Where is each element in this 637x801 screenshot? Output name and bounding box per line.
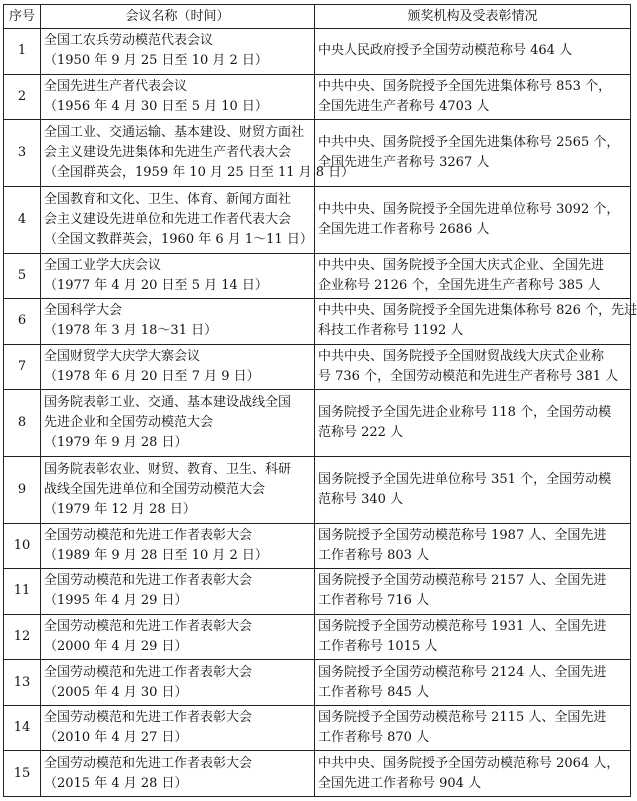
table-row xyxy=(4,186,631,253)
table-row xyxy=(4,456,631,523)
table-row xyxy=(4,253,631,299)
award-line: 中共中央、国务院授予全国先进集体称号 2565 个， xyxy=(318,134,620,150)
table-row xyxy=(4,614,631,660)
row-award xyxy=(315,705,631,751)
meeting-line: （1979 年 9 月 28 日） xyxy=(44,435,188,451)
awards-table xyxy=(3,4,637,797)
meeting-line: 全国工业、交通运输、基本建设、财贸方面社 xyxy=(44,124,305,140)
meeting-line: 全国教育和文化、卫生、体育、新闻方面社 xyxy=(44,191,292,207)
award-line: 工作者称号 803 人 xyxy=(318,547,430,563)
table-row xyxy=(4,74,631,120)
award-line: 中共中央、国务院授予全国先进单位称号 3092 个， xyxy=(318,201,620,217)
table-body xyxy=(4,29,637,797)
meeting-line: 先进企业和全国劳动模范大会 xyxy=(44,415,214,431)
meeting-line: （1978 年 6 月 20 日至 7 月 9 日） xyxy=(44,368,260,384)
award-line: 中共中央、国务院授予全国劳动模范称号 2064 人， xyxy=(318,755,620,771)
row-seq: 1 xyxy=(4,29,41,75)
row-award xyxy=(315,344,631,390)
meeting-line: （1977 年 4 月 20 日至 5 月 14 日） xyxy=(44,277,268,293)
award-line: 工作者称号 716 人 xyxy=(318,593,430,609)
row-meeting xyxy=(41,614,315,660)
meeting-line: （全国群英会，1959 年 10 月 25 日至 11 月 8 日） xyxy=(44,164,355,180)
row-meeting xyxy=(41,344,315,390)
award-line: 中央人民政府授予全国劳动模范称号 464 人 xyxy=(318,43,573,59)
row-award xyxy=(315,253,631,299)
row-award xyxy=(315,569,631,615)
meeting-line: （1950 年 9 月 25 日至 10 月 2 日） xyxy=(44,53,268,69)
row-award xyxy=(315,751,631,797)
row-meeting xyxy=(41,660,315,706)
meeting-line: （2015 年 4 月 28 日） xyxy=(44,775,188,791)
meeting-line: （1995 年 4 月 29 日） xyxy=(44,593,188,609)
meeting-line: （2000 年 4 月 29 日） xyxy=(44,639,188,655)
meeting-line: 国务院表彰工业、交通、基本建设战线全国 xyxy=(44,395,292,411)
meeting-line: 全国劳动模范和先进工作者表彰大会 xyxy=(44,710,253,726)
row-seq: 5 xyxy=(4,253,41,299)
award-line: 国务院授予全国劳动模范称号 2157 人、全国先进 xyxy=(318,573,607,589)
meeting-line: （2010 年 4 月 27 日） xyxy=(44,730,188,746)
row-meeting xyxy=(41,29,315,75)
row-seq: 12 xyxy=(4,614,41,660)
award-line: 工作者称号 870 人 xyxy=(318,730,430,746)
row-seq: 15 xyxy=(4,751,41,797)
award-line: 范称号 222 人 xyxy=(318,425,404,441)
header-seq: 序号 xyxy=(4,5,41,29)
meeting-line: （2005 年 4 月 30 日） xyxy=(44,684,188,700)
award-line: 工作者称号 845 人 xyxy=(318,684,430,700)
meeting-line: 全国劳动模范和先进工作者表彰大会 xyxy=(44,619,253,635)
award-line: 中共中央、国务院授予全国大庆式企业、全国先进 xyxy=(318,257,605,273)
row-meeting xyxy=(41,74,315,120)
meeting-line: （全国文教群英会，1960 年 6 月 1～11 日） xyxy=(44,231,313,247)
row-seq: 6 xyxy=(4,299,41,345)
row-meeting xyxy=(41,186,315,253)
row-award xyxy=(315,523,631,569)
award-line: 国务院授予全国先进企业称号 118 个，全国劳动模 xyxy=(318,405,612,421)
table-row xyxy=(4,120,631,187)
meeting-line: 全国工农兵劳动模范代表会议 xyxy=(44,33,214,49)
row-award xyxy=(315,186,631,253)
award-line: 国务院授予全国劳动模范称号 1931 人、全国先进 xyxy=(318,619,607,635)
table-row xyxy=(4,660,631,706)
row-award xyxy=(315,299,637,345)
header-award: 颁奖机构及受表彰情况 xyxy=(315,5,631,29)
row-meeting xyxy=(41,456,315,523)
meeting-line: 全国劳动模范和先进工作者表彰大会 xyxy=(44,573,253,589)
award-line: 全国先进生产者称号 4703 人 xyxy=(318,98,490,114)
meeting-line: 会主义建设先进集体和先进生产者代表大会 xyxy=(44,144,292,160)
meeting-line: （1956 年 4 月 30 日至 5 月 10 日） xyxy=(44,98,268,114)
table-row xyxy=(4,523,631,569)
table-row xyxy=(4,299,631,345)
meeting-line: （1989 年 9 月 28 日至 10 月 2 日） xyxy=(44,547,268,563)
row-award xyxy=(315,390,631,457)
meeting-line: 全国劳动模范和先进工作者表彰大会 xyxy=(44,664,253,680)
row-meeting xyxy=(41,120,355,187)
award-line: 国务院授予全国劳动模范称号 2115 人、全国先进 xyxy=(318,710,607,726)
row-seq: 13 xyxy=(4,660,41,706)
award-line: 工作者称号 1015 人 xyxy=(318,639,438,655)
row-award xyxy=(315,120,631,187)
row-award xyxy=(315,29,631,75)
meeting-line: 国务院表彰农业、财贸、教育、卫生、科研 xyxy=(44,461,292,477)
header-meeting: 会议名称（时间） xyxy=(41,5,315,29)
award-line: 中共中央、国务院授予全国先进集体称号 826 个，先进 xyxy=(318,303,637,319)
table-row xyxy=(4,344,631,390)
meeting-line: 全国劳动模范和先进工作者表彰大会 xyxy=(44,755,253,771)
meeting-line: （1979 年 12 月 28 日） xyxy=(44,501,196,517)
row-meeting xyxy=(41,299,315,345)
row-award xyxy=(315,660,631,706)
meeting-line: （1978 年 3 月 18～31 日） xyxy=(44,323,218,339)
award-line: 号 736 个，全国劳动模范和先进生产者称号 381 人 xyxy=(318,368,619,384)
row-award xyxy=(315,614,631,660)
meeting-line: 全国工业学大庆会议 xyxy=(44,257,162,273)
award-line: 企业称号 2126 个，全国先进生产者称号 385 人 xyxy=(318,277,601,293)
award-line: 国务院授予全国劳动模范称号 2124 人、全国先进 xyxy=(318,664,607,680)
meeting-line: 全国科学大会 xyxy=(44,303,123,319)
row-meeting xyxy=(41,705,315,751)
row-meeting xyxy=(41,569,315,615)
award-line: 全国先进工作者称号 2686 人 xyxy=(318,221,490,237)
row-meeting xyxy=(41,751,315,797)
table-row xyxy=(4,569,631,615)
row-meeting xyxy=(41,523,315,569)
row-seq: 11 xyxy=(4,569,41,615)
award-line: 国务院授予全国先进单位称号 351 个，全国劳动模 xyxy=(318,471,612,487)
row-award xyxy=(315,456,631,523)
row-seq: 14 xyxy=(4,705,41,751)
row-award xyxy=(315,74,631,120)
row-meeting xyxy=(41,390,315,457)
award-line: 科技工作者称号 1192 人 xyxy=(318,323,464,339)
meeting-line: 全国财贸学大庆学大寨会议 xyxy=(44,348,201,364)
row-seq: 9 xyxy=(4,456,41,523)
award-line: 中共中央、国务院授予全国先进集体称号 853 个， xyxy=(318,78,612,94)
award-line: 全国先进生产者称号 3267 人 xyxy=(318,154,490,170)
row-seq: 8 xyxy=(4,390,41,457)
table-row xyxy=(4,705,631,751)
row-seq: 4 xyxy=(4,186,41,253)
award-line: 全国先进工作者称号 904 人 xyxy=(318,775,482,791)
row-seq: 10 xyxy=(4,523,41,569)
table-row xyxy=(4,29,631,75)
row-seq: 7 xyxy=(4,344,41,390)
row-meeting xyxy=(41,253,315,299)
meeting-line: 战线全国先进单位和全国劳动模范大会 xyxy=(44,481,266,497)
meeting-line: 会主义建设先进单位和先进工作者代表大会 xyxy=(44,211,292,227)
award-line: 国务院授予全国劳动模范称号 1987 人、全国先进 xyxy=(318,527,607,543)
award-line: 范称号 340 人 xyxy=(318,491,404,507)
table-row xyxy=(4,390,631,457)
table-header-row xyxy=(4,5,631,29)
meeting-line: 全国劳动模范和先进工作者表彰大会 xyxy=(44,527,253,543)
row-seq: 3 xyxy=(4,120,41,187)
meeting-line: 全国先进生产者代表会议 xyxy=(44,78,188,94)
row-seq: 2 xyxy=(4,74,41,120)
award-line: 中共中央、国务院授予全国财贸战线大庆式企业称 xyxy=(318,348,605,364)
table-row xyxy=(4,751,631,797)
